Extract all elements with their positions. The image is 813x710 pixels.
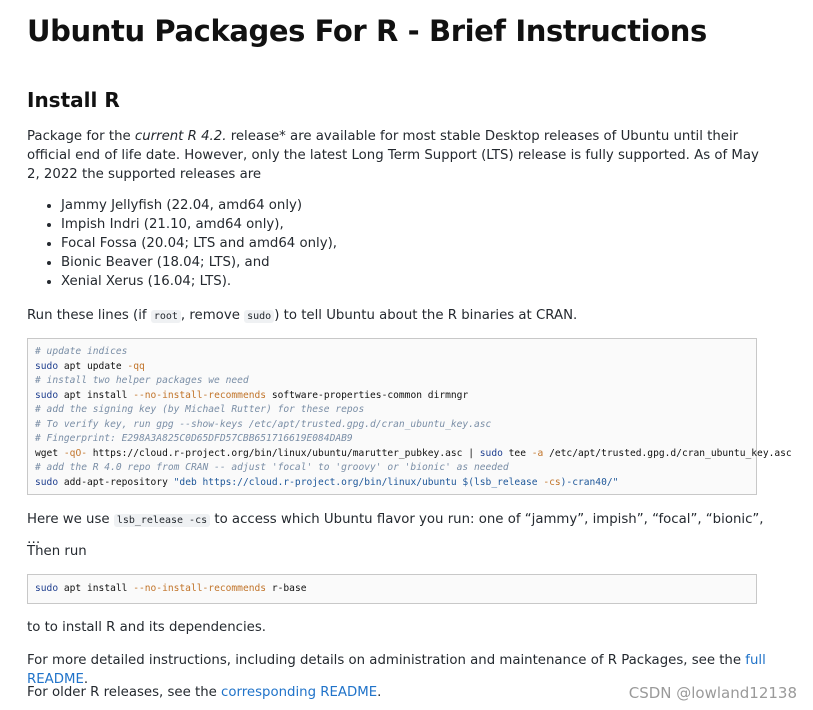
section-heading-install-r: Install R xyxy=(27,88,120,112)
list-item: • Impish Indri (21.10, amd64 only), xyxy=(61,215,337,234)
list-item: • Focal Fossa (20.04; LTS and amd64 only), xyxy=(61,234,337,253)
watermark: CSDN @lowland12138 xyxy=(628,684,797,702)
run-lines-paragraph: Run these lines (if root , remove sudo ) to tell Ubuntu about the R binaries at CRAN. xyxy=(27,308,578,323)
code-block-install[interactable]: sudo apt install --no-install-recommends r-base xyxy=(27,574,757,604)
inline-code-lsb-release: lsb_release -cs xyxy=(114,514,210,527)
inline-code-sudo: sudo xyxy=(244,310,274,323)
list-item: • Jammy Jellyfish (22.04, amd64 only) xyxy=(61,196,337,215)
install-dependencies-text: to to install R and its dependencies. xyxy=(27,620,267,635)
full-readme-link[interactable]: full README xyxy=(27,653,766,687)
releases-list xyxy=(27,196,337,291)
code-block-setup[interactable]: # update indices sudo apt update -qq # install two helper packages we need sudo apt install --no-install-recommends software-properties-common dirmngr # add the signing key (by Michael Rutter) for these repos # To verify key, run gpg --show-keys /etc/apt/trusted.gpg.d/cran_ubuntu_key.asc # Fingerprint: E298A3A825C0D65DFD57CBB651716619E084DAB9 wget -qO- https://cloud.r-project.org/bin/linux/ubuntu/marutter_pubkey.asc | sudo tee -a /etc/apt/trusted.gpg.d/cran_ubuntu_key.asc # add the R 4.0 repo from CRAN -- adjust 'focal' to 'groovy' or 'bionic' as needed sudo add-apt-repository "deb https://cloud.r-project.org/bin/linux/ubuntu $(lsb_release -cs)-cran40/" xyxy=(27,338,757,495)
then-run-text: Then run xyxy=(27,544,87,559)
list-item: • Bionic Beaver (18.04; LTS), and xyxy=(61,253,337,272)
lsb-release-paragraph: Here we use lsb_release -cs to access which Ubuntu flavor you run: one of “jammy”, impish”, “focal”, “bionic”, … xyxy=(27,512,764,547)
corresponding-readme-link[interactable]: corresponding README xyxy=(221,685,378,700)
intro-paragraph: Package for the current R 4.2. release* are available for most stable Desktop releases of Ubuntu until their official end of life date. However, only the latest Long Term Support (LTS) release is fully supported. As of May 2, 2022 the supported releases are xyxy=(27,129,759,182)
inline-code-root: root xyxy=(151,310,181,323)
list-item: • Xenial Xerus (16.04; LTS). xyxy=(61,272,337,291)
more-info-paragraph: For more detailed instructions, including details on administration and maintenance of R Packages, see the full README. xyxy=(27,653,766,687)
older-releases-paragraph: For older R releases, see the corresponding README. xyxy=(27,685,382,700)
page-title: Ubuntu Packages For R - Brief Instructions xyxy=(27,14,707,48)
